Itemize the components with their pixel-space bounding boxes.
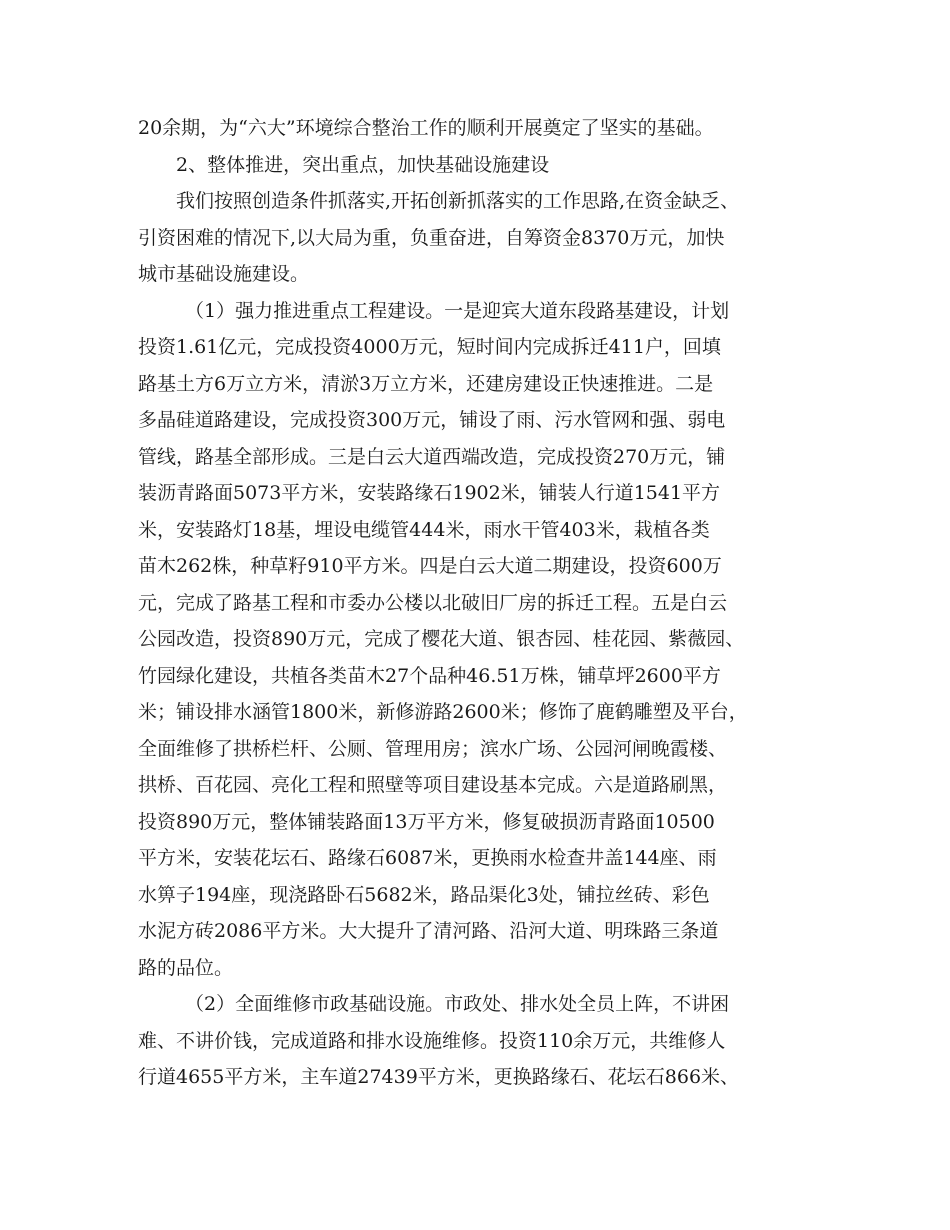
text-line: 路基土方6万立方米，清淤3万立方米，还建房建设正快速推进。二是 (138, 372, 714, 395)
text-line: 全面维修了拱桥栏杆、公厕、管理用房；滨水广场、公园河闸晚霞楼、 (138, 737, 728, 760)
text-line: 投资890万元，整体铺装路面13万平方米，修复破损沥青路面10500 (138, 810, 715, 833)
text-line: 管线，路基全部形成。三是白云大道西端改造，完成投资270万元，铺 (138, 445, 726, 468)
text-line: 水箅子194座，现浇路卧石5682米，路品渠化3处，铺拉丝砖、彩色 (138, 883, 710, 906)
text-line: 苗木262株，种草籽910平方米。四是白云大道二期建设，投资600万 (138, 555, 722, 577)
text-line: 米；铺设排水涵管1800米，新修游路2600米；修饰了鹿鹤雕塑及平台， (138, 701, 748, 723)
text-line: （1）强力推进重点工程建设。一是迎宾大道东段路基建设，计划 (185, 299, 730, 322)
text-line: 我们按照创造条件抓落实,开拓创新抓落实的工作思路,在资金缺乏、 (176, 190, 740, 212)
text-line: 米，安装路灯18基，埋设电缆管444米，雨水干管403米，栽植各类 (138, 518, 710, 541)
text-line: 2、整体推进，突出重点，加快基础设施建设 (176, 153, 550, 176)
text-line: （2）全面维修市政基础设施。市政处、排水处全员上阵，不讲困 (185, 993, 730, 1015)
text-line: 投资1.61亿元，完成投资4000万元，短时间内完成拆迁411户，回填 (138, 336, 721, 358)
text-line: 引资困难的情况下,以大局为重，负重奋进，自筹资金8370万元，加快 (138, 226, 725, 249)
text-line: 多晶硅道路建设，完成投资300万元，铺设了雨、污水管网和强、弱电 (138, 409, 726, 431)
text-line: 20余期，为“六大”环境综合整治工作的顺利开展奠定了坚实的基础。 (138, 117, 714, 139)
text-line: 竹园绿化建设，共植各类苗木27个品种46.51万株，铺草坪2600平方 (138, 664, 721, 687)
text-line: 行道4655平方米，主车道27439平方米，更换路缘石、花坛石866米、 (138, 1066, 740, 1088)
text-line: 公园改造，投资890万元，完成了樱花大道、银杏园、桂花园、紫薇园、 (138, 628, 745, 650)
text-line: 元，完成了路基工程和市委办公楼以北破旧厂房的拆迁工程。五是白云 (138, 591, 728, 614)
text-line: 难、不讲价钱，完成道路和排水设施维修。投资110余万元，共维修人 (138, 1029, 726, 1052)
text-line: 城市基础设施建设。 (138, 263, 310, 285)
body-text (138, 110, 828, 1096)
text-line: 拱桥、百花园、亮化工程和照壁等项目建设基本完成。六是道路刷黑， (138, 774, 728, 796)
text-line: 平方米，安装花坛石、路缘石6087米，更换雨水检查井盖144座、雨 (138, 847, 717, 869)
text-line: 装沥青路面5073平方米，安装路缘石1902米，铺装人行道1541平方 (138, 482, 721, 504)
text-line: 水泥方砖2086平方米。大大提升了清河路、沿河大道、明珠路三条道 (138, 920, 719, 942)
text-line: 路的品位。 (138, 956, 234, 979)
